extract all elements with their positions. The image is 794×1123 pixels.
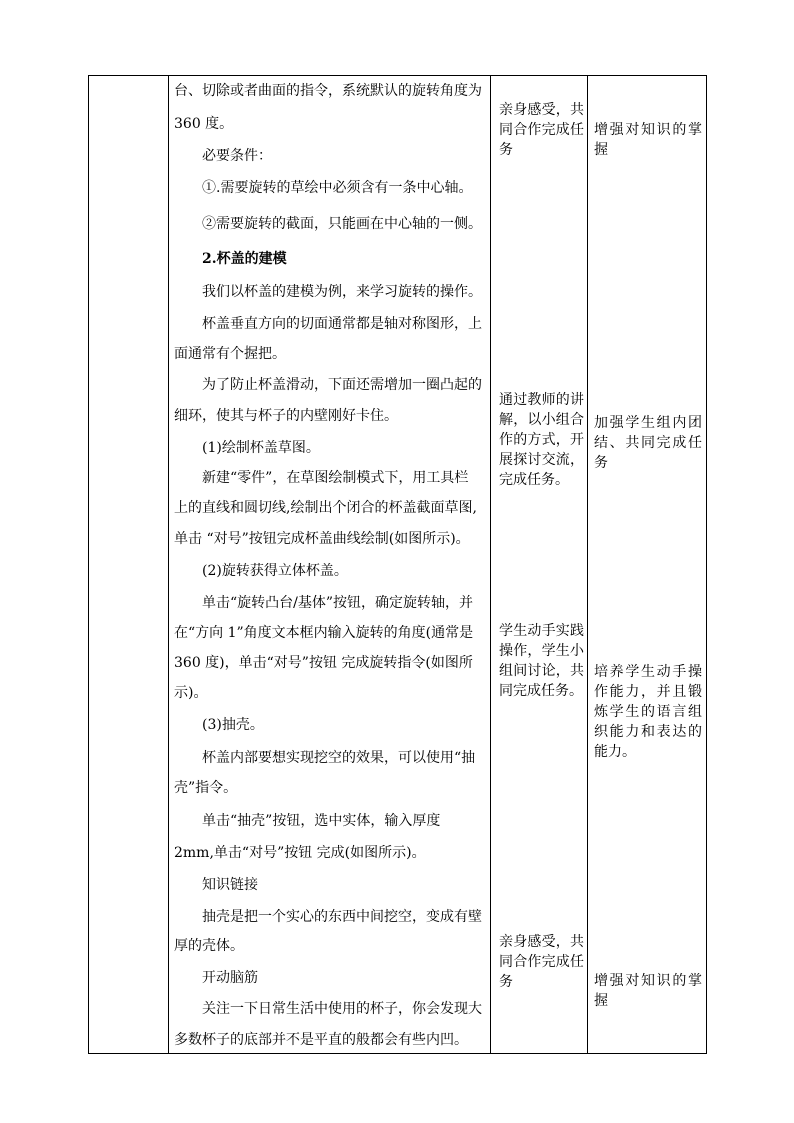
content-line: 360 度。: [174, 116, 234, 132]
content-line: 新建“零件”，在草图绘制模式下，用工具栏: [202, 470, 469, 486]
content-line: 单击 “对号”按钮完成杯盖曲线绘制(如图所示)。: [174, 531, 470, 547]
student-activity-note: 通过教师的讲解，以小组合作的方式，开展探讨交流，完成任务。: [499, 392, 584, 488]
content-line: 为了防止杯盖滑动，下面还需增加一圈凸起的: [202, 377, 482, 393]
design-intent-note: 增强对知识的掌握: [594, 122, 702, 158]
content-line: 在“方向 1”角度文本框内输入旋转的角度(通常是: [174, 625, 474, 641]
section-heading: 2.杯盖的建模: [202, 251, 287, 267]
column-divider: [587, 76, 588, 1053]
content-line: 关注一下日常生活中使用的杯子，你会发现大: [202, 1001, 482, 1017]
teaching-content-column: [169, 76, 489, 1053]
content-line: 杯盖垂直方向的切面通常都是轴对称图形，上: [202, 316, 482, 332]
content-line: (1)绘制杯盖草图。: [202, 440, 320, 456]
column-divider: [490, 76, 491, 1053]
content-line: 360 度)，单击“对号”按钮 完成旋转指令(如图所: [174, 655, 473, 671]
content-line: 上的直线和圆切线,绘制出个闭合的杯盖截面草图,: [174, 500, 477, 516]
content-line: 我们以杯盖的建模为例，来学习旋转的操作。: [202, 284, 482, 300]
content-line: 厚的壳体。: [174, 938, 244, 954]
student-activity-note: 亲身感受，共同合作完成任务: [499, 102, 584, 158]
content-line: 必要条件：: [202, 148, 272, 164]
content-line: 单击“抽壳”按钮，选中实体，输入厚度: [202, 813, 441, 829]
content-line: ②需要旋转的截面，只能画在中心轴的一侧。: [202, 216, 482, 232]
content-line: 杯盖内部要想实现挖空的效果，可以使用“抽: [202, 750, 476, 766]
content-line: 台、切除或者曲面的指令，系统默认的旋转角度为: [174, 83, 482, 99]
content-line: 细环，使其与杯子的内壁刚好卡住。: [174, 408, 398, 424]
design-intent-note: 培养学生动手操作能力，并且锻炼学生的语言组织能力和表达的能力。: [594, 664, 702, 760]
content-line: 知识链接: [202, 877, 258, 893]
content-line: 示)。: [174, 685, 208, 701]
content-line: 面通常有个握把。: [174, 346, 286, 362]
lesson-plan-table: [88, 75, 707, 1054]
content-line: 单击“旋转凸台/基体”按钮，确定旋转轴，并: [202, 595, 474, 611]
content-line: ①.需要旋转的草绘中必须含有一条中心轴。: [202, 180, 473, 196]
content-line: (2)旋转获得立体杯盖。: [202, 563, 348, 579]
content-line: 壳”指令。: [174, 780, 238, 796]
design-intent-note: 加强学生组内团结、共同完成任务: [594, 415, 702, 471]
stage-column: [89, 76, 168, 1053]
content-line: 2mm,单击“对号”按钮 完成(如图所示)。: [174, 845, 426, 861]
student-activity-note: 亲身感受，共同合作完成任务: [499, 934, 584, 990]
content-line: 多数杯子的底部并不是平直的般都会有些内凹。: [174, 1032, 468, 1048]
content-line: 开动脑筋: [202, 970, 258, 986]
design-intent-note: 增强对知识的掌握: [594, 973, 702, 1009]
student-activity-note: 学生动手实践操作，学生小组间讨论，共同完成任务。: [499, 623, 584, 699]
content-line: (3)抽壳。: [202, 717, 264, 733]
content-line: 抽壳是把一个实心的东西中间挖空，变成有壁: [202, 909, 482, 925]
